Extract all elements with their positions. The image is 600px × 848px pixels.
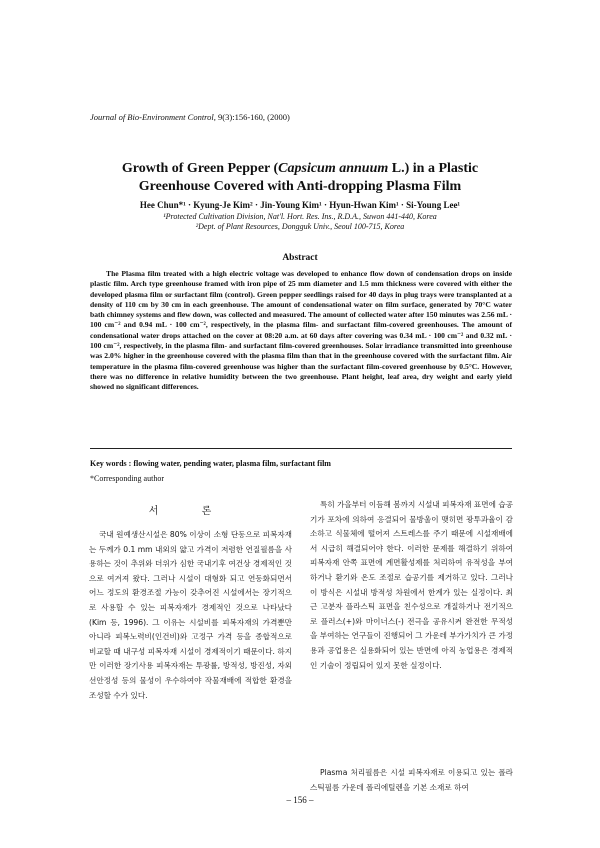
keywords: Key words : flowing water, pending water, plasma film, surfactant film — [90, 459, 331, 468]
divider — [90, 448, 512, 449]
page-number: – 156 – — [286, 795, 314, 805]
abstract-text: The Plasma film treated with a high electric voltage was developed to enhance flow down of condensation drops on inside plastic film. Arch type greenhouse framed with iron pipe of 25 mm diameter and 1.5 mm thickness were covered with either the developed plasma film or surfactant film (control). Green pepper seedlings raised for 40 days in plug trays were transplanted at a density of 110 cm by 30 cm in each greenhouse. The amount of condensational water on film surface, generated by 70°C water bath chimney systems and flew down, was collected and measured. The amount of collected water after 150 minutes was 2.56 mL · 100 cm⁻² and 0.94 mL · 100 cm⁻², respectively, in the plasma film- and surfactant film-covered greenhouses. The amount of condensational water drops attached on the cover at 08:20 a.m. at 60 days after covering was 0.34 mL · 100 cm⁻² and 0.32 mL · 100 cm⁻², respectively, in the plasma film- and surfactant film-covered greenhouses. Solar irradiance transmitted into greenhouse was 2.0% higher in the greenhouse covered with the plasma film than that in the greenhouse covered with the surfactant film. Air temperature in the plasma film-covered greenhouse was higher than the surfactant film-covered greenhouse by 0.5°C. However, there was no difference in relative humidity between the two greenhouse. Plant height, leaf area, dry weight and early yield showed no significant differences. — [90, 269, 512, 392]
journal-citation: Journal of Bio-Environment Control, 9(3):156-160, (2000) — [90, 112, 290, 122]
corresponding-author-note: *Corresponding author — [90, 474, 164, 483]
body-column-right: 특히 가을부터 이듬해 봄까지 시설내 피복자재 표면에 습공기가 포차에 의하여 응결되어 물방울이 맺히면 광투과율이 감소하고 식물체에 떨어져 스트레스를 주기 때문에 시설재배에서 시급히 해결되어야 한다. 이러한 문제를 해결하기 위하여 피복자재 안쪽 표면에 계면활성제를 처리하여 유적성을 부여하거나 환기와 온도 조절로 습공기를 제거하고 있다. 그러나 이 방식은 시설내 방적성 차원에서 한계가 있는 실정이다. 최근 고분자 플라스틱 표면을 친수성으로 개질하거나 전기적으로 플러스(+)와 마이너스(-) 전극을 공유시켜 완전한 무적성을 부여하는 연구들이 진행되어 그 가운데 부가가치가 큰 가정용과 공업용은 실용화되어 있는 반면에 아직 농업용은 경제적인 기술이 정립되어 있지 못한 실정이다. — [310, 500, 513, 670]
abstract-heading: Abstract — [282, 253, 318, 263]
author-list: Hee Chun*¹ · Kyung-Je Kim² · Jin-Young Kim¹ · Hyun-Hwan Kim¹ · Si-Young Lee¹ — [139, 200, 461, 210]
body-column-left: 국내 원예생산시설은 80% 이상이 소형 단동으로 피복자재는 두께가 0.1 mm 내외의 얇고 가격이 저렴한 연질필름을 사용하는 것이 추위와 더위가 심한 국내기후 여건상 경제적인 것으로 여겨져 왔다. 그러나 시설이 대형화 되고 연동화되면서 어느 정도의 환경조절 가능이 갖추어진 시설에서는 장기적으로 사용할 수 있는 피복자재가 경제적인 것으로 나타났다(Kim 등, 1996). 그 이유는 시설비를 피복자재의 가격뿐만 아니라 피복노력비(인건비)와 고정구 가격 등을 종합적으로 비교할 때 내구성 피복자재 시설이 경제적이기 때문이다. 하지만 이러한 장기사용 피복자재는 투광률, 방적성, 방진성, 자외선안정성 등의 물성이 우수하여야 작물재배에 적합한 환경을 조성할 수가 있다. — [89, 530, 292, 700]
section-title-introduction: 서 론 — [148, 506, 232, 517]
paper-title: Growth of Green Pepper (Capsicum annuum L.) in a Plastic Greenhouse Covered with Anti-dropping Plasma Film — [121, 161, 479, 194]
affiliation-1: ¹Protected Cultivation Division, Nat'l. Hort. Res. Ins., R.D.A., Suwon 441-440, Korea — [163, 212, 437, 221]
body-column-right-paragraph-2: Plasma 처리필름은 시설 피복자재로 이용되고 있는 폴라스틱필름 가운데 폴리에틸렌을 기본 소재로 하여 — [310, 768, 513, 792]
affiliation-2: ²Dept. of Plant Resources, Dongguk Univ., Seoul 100-715, Korea — [195, 222, 405, 231]
